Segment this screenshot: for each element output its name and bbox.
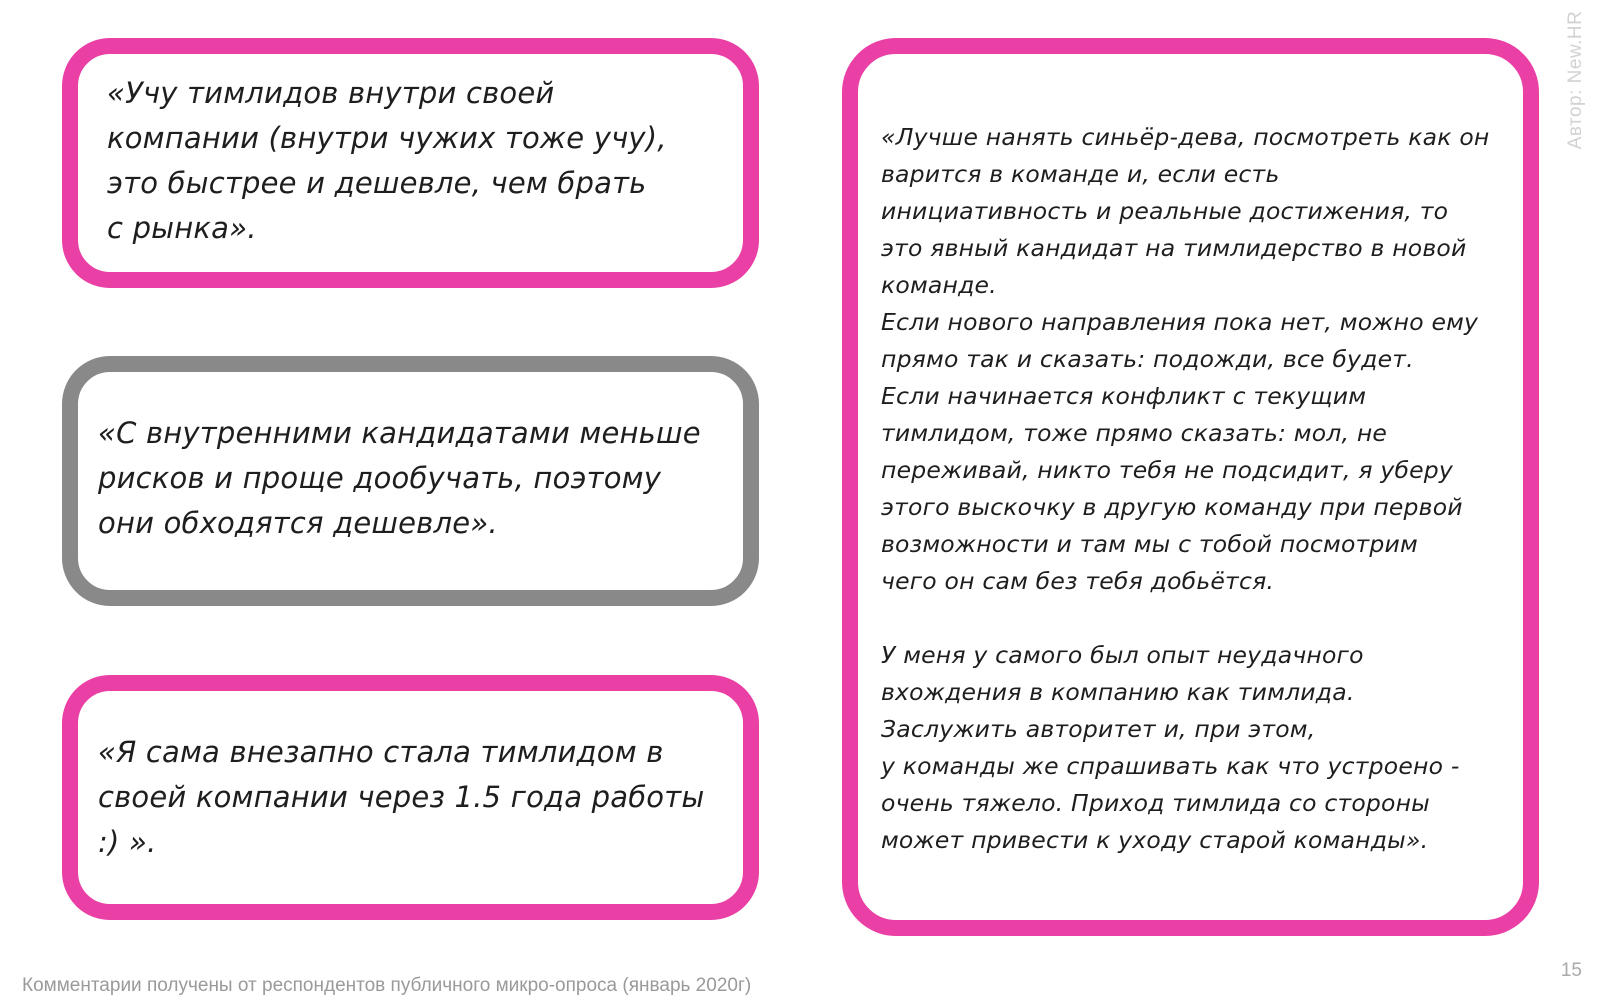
author-credit: Автор: New.HR (1565, 10, 1586, 150)
survey-footnote: Комментарии получены от респондентов публичного микро-опроса (январь 2020г) (22, 975, 752, 996)
quote-text-promoted-herself: «Я сама внезапно стала тимлидом в своей компании через 1.5 года работы :) ». (98, 735, 705, 859)
quote-text-hire-senior-dev: «Лучше нанять синьёр-дева, посмотреть как он варится в команде и, если есть инициативность и реальные достижения, то это явный кандидат на тимлидерство в новой команде. Если нового направления пока нет, можно ему прямо так и сказать: подожди, все будет. Если начинается конфликт с текущим тимлидом, тоже прямо сказать: мол, не переживай, никто тебя не подсидит, я уберу этого выскочку в другую команду при первой возможности и там мы с тобой посмотрим чего он сам без тебя добьётся. У меня у самого был опыт неудачного вхождения в компанию как тимлида. Заслужить авторитет и, при этом, у команды же спрашивать как что устроено - очень тяжело. Приход тимлида со стороны может привести к уходу старой команды». (881, 123, 1490, 854)
quote-text-internal-training: «Учу тимлидов внутри своей компании (внутри чужих тоже учу), это быстрее и дешевле, чем брать с рынка». (107, 76, 667, 245)
quote-text-internal-candidates: «С внутренними кандидатами меньше рисков и проще дообучать, поэтому они обходятся дешевле». (98, 416, 701, 540)
page-number: 15 (1560, 960, 1582, 981)
